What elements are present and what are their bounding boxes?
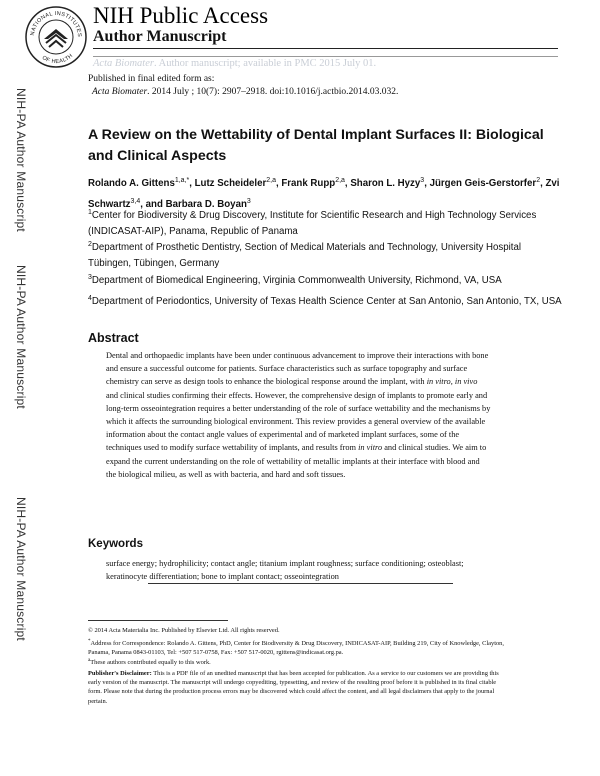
svg-text:NATIONAL INSTITUTES: NATIONAL INSTITUTES (29, 10, 83, 38)
published-in-label: Published in final edited form as: (88, 74, 215, 84)
author-name: Barbara D. Boyan (165, 199, 247, 211)
copyright-note: © 2014 Acta Materialia Inc. Published by Elsevier Ltd. All rights reserved. (88, 627, 280, 634)
author-affiliation-mark: 2,a (335, 177, 345, 184)
author-name: Jürgen Geis-Gerstorfer (429, 178, 537, 190)
keywords-heading: Keywords (88, 538, 143, 550)
author-name: Sharon L. Hyzy (350, 178, 421, 190)
author-affiliation-mark: 1,a,* (174, 177, 190, 184)
citation-line: Acta Biomater. 2014 July ; 10(7): 2907–2918. doi:10.1016/j.actbio.2014.03.032. (92, 87, 399, 97)
correspondence-note: *Address for Correspondence: Rolando A. Gittens, PhD, Center for Biodiversity & Drug Discovery, INDICASAT-AIP, Building 219, City of Knowledge, Clayton, Panama, Panama 0843-01103, Tel: +507 517-0758, Fax: +507 517-0020, rgittens@indicasat.org.pa. (88, 639, 504, 657)
author-separator: , (189, 178, 195, 190)
affiliation-3: $^3$Department of Biomedical Engineering, Virginia Commonwealth University, Richmond, VA, USA (88, 274, 502, 287)
header-rule-thin (93, 56, 558, 57)
equal-contribution-note: $^a$These authors contributed equally to this work. (88, 658, 211, 667)
author-name: Lutz Scheideler (194, 178, 267, 190)
author-separator: , (344, 178, 351, 190)
author-name: Frank Rupp (281, 178, 336, 190)
affiliation-4: $^4$Department of Periodontics, University of Texas Health Science Center at San Antonio, San Antonio, TX, USA (88, 295, 562, 308)
availability-note: Acta Biomater. Author manuscript; available in PMC 2015 July 01. (93, 58, 377, 69)
abstract-body: Dental and orthopaedic implants have been under continuous advancement to improve their interactions with bone and ensure a successful outcome for patients. Surface characteristics such as surface topography and surface chemistry can serve as design tools to enhance the biological response around the implant, with in vitro, in vivo and clinical studies confirming their effects. However, the comprehensive design of implants to promote early and long-term osseointegration requires a better understanding of the role of surface wettability and the mechanisms by which it affects the surrounding biological environment. This review provides a general overview of the available information about the contact angle values of experimental and of marketed implant surfaces, some of the techniques used to modify surface wettability of implants, and results from in vitro and clinical studies. We aim to expand the current understanding on the role of wettability of metallic implants at their interface with blood and the biological milieu, as well as with bacteria, and hard and soft tissues. (106, 351, 491, 479)
svg-text:OF HEALTH: OF HEALTH (40, 53, 75, 66)
author-affiliation-mark: 2,a (266, 177, 276, 184)
sidebar-label-bottom: NIH-PA Author Manuscript (14, 497, 28, 641)
author-separator: , (275, 178, 282, 190)
author-separator: , (540, 178, 546, 190)
sidebar-label-top: NIH-PA Author Manuscript (14, 88, 28, 232)
article-title: A Review on the Wettability of Dental Implant Surfaces II: Biological and Clinical Aspects (88, 127, 544, 164)
affiliation-1: $^1$Center for Biodiversity & Drug Discovery, Institute for Scientific Research and High Technology Services (INDICASAT-AIP), Panama, Republic of Panama (88, 209, 537, 238)
author-separator: , (424, 178, 430, 190)
sidebar-label-middle: NIH-PA Author Manuscript (14, 265, 28, 409)
author-name: Zvi Schwartz (88, 178, 560, 211)
author-manuscript-subtitle: Author Manuscript (93, 28, 227, 45)
author-separator: , and (140, 199, 166, 211)
keywords-rule (148, 583, 453, 584)
author-affiliation-mark: 2 (536, 177, 541, 184)
header-rule (93, 48, 558, 49)
nih-public-access-title: NIH Public Access (93, 3, 269, 28)
author-affiliation-mark: 3 (246, 198, 251, 206)
author-affiliation-mark: 3,4 (130, 198, 141, 206)
affiliation-2: $^2$Department of Prosthetic Dentistry, Section of Medical Materials and Technology, University Hospital Tübingen, Tübingen, Germany (88, 241, 522, 270)
footnote-rule (88, 620, 228, 621)
nih-seal-logo (24, 5, 88, 69)
keywords-list: surface energy; hydrophilicity; contact angle; titanium implant roughness; surface conditioning; osteoblast; keratinocyte differentiation; bone to implant contact; osseointegration (106, 559, 464, 581)
author-name: Rolando A. Gittens (88, 178, 175, 190)
publisher-disclaimer: Publisher's Disclaimer: This is a PDF file of an unedited manuscript that has been accepted for publication. As a service to our customers we are providing this early version of the manuscript. The manuscript will undergo copyediting, typesetting, and review of the resulting proof before it is published in its final citable form. Please note that during the production process errors may be discovered which could affect the content, and all legal disclaimers that apply to the journal pertain. (88, 670, 499, 705)
author-affiliation-mark: 3 (420, 177, 425, 184)
abstract-heading: Abstract (88, 331, 139, 345)
